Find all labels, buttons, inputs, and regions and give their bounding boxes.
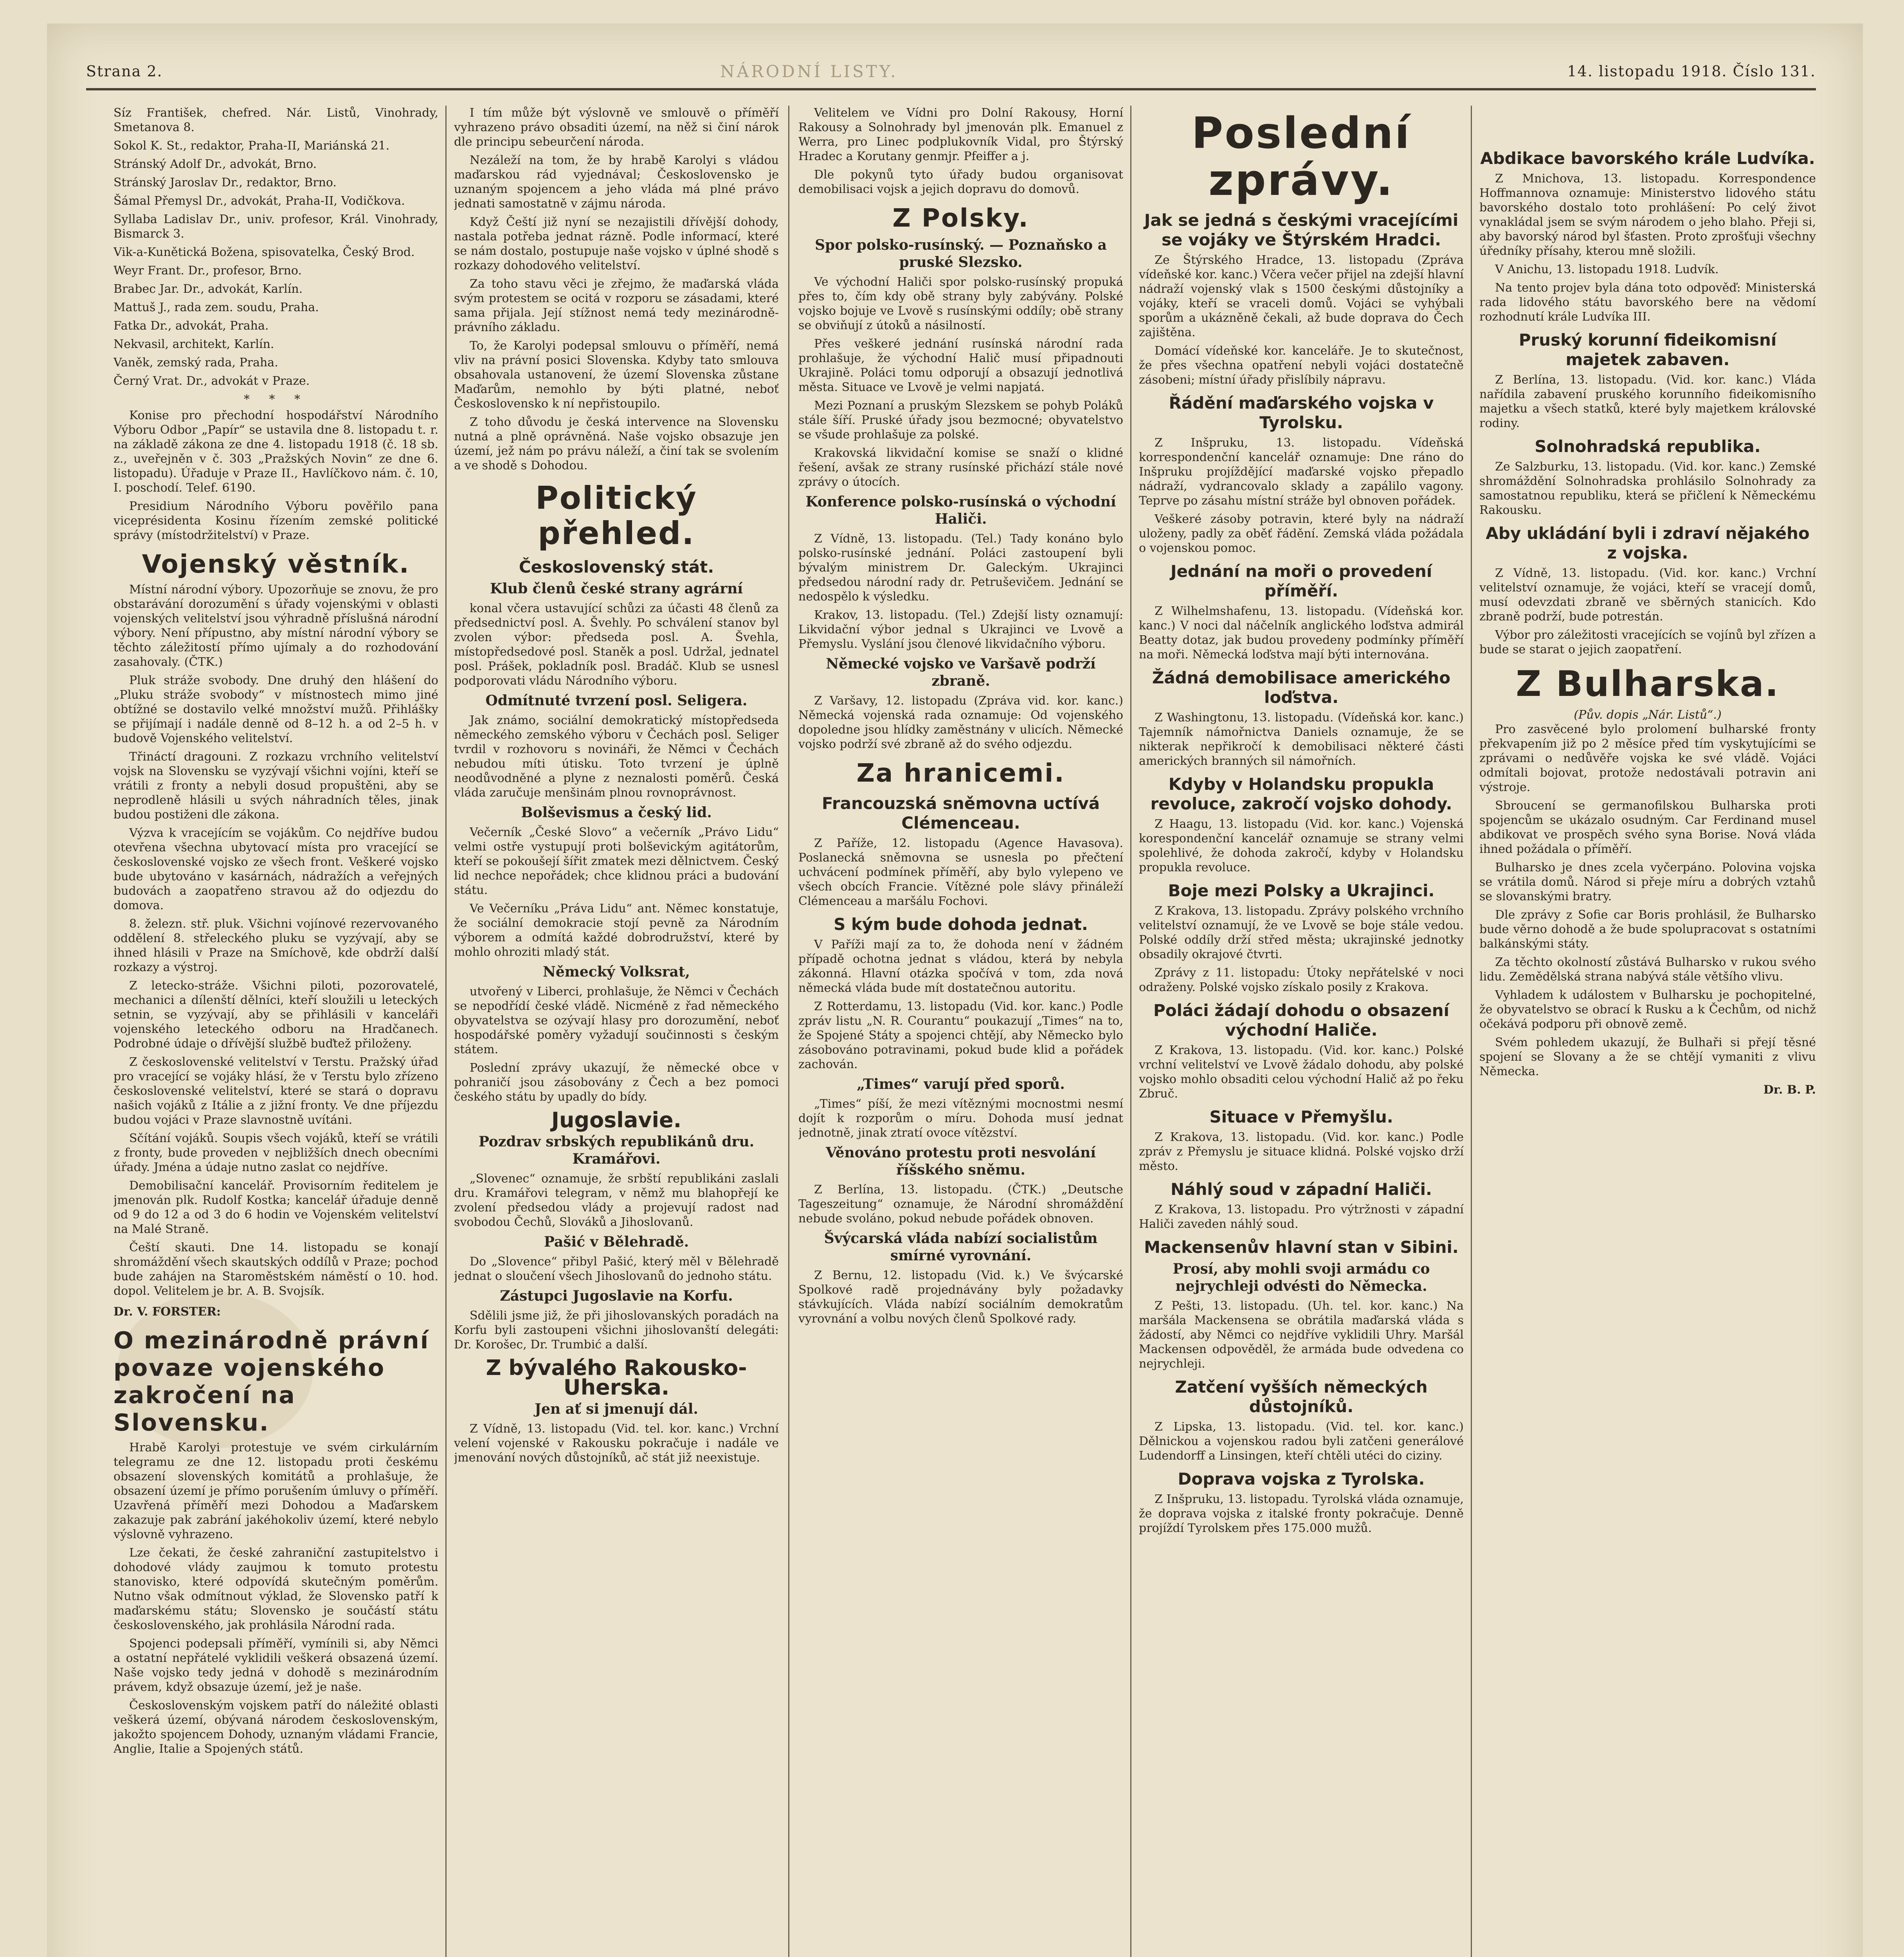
article-signature: Dr. B. P. [1763, 1083, 1816, 1097]
article-headline: Zástupci Jugoslavie na Korfu. [500, 1288, 733, 1304]
article-paragraph: Z Paříže, 12. listopadu (Agence Havasova). Poslanecká sněmovna se usnesla po přečtení uchvácení podmínek příměří, aby bylo vylepeno ve všech obcích Francie. Vítězné pole slávy přináleží Clémenceau a maršálu Fochovi. [798, 836, 1123, 908]
header-rule [86, 88, 1816, 90]
article-paragraph: Krakov, 13. listopadu. (Tel.) Zdejší listy oznamují: Likvidační výbor jednal s Ukrajinci ve Lvově a Přemyslu. Vyslání jsou členové likvidačního výboru. [798, 608, 1123, 651]
article-paragraph: Z Krakova, 13. listopadu. (Vid. kor. kanc.) Polské vrchní velitelství ve Lvově žádalo dohodu, aby polské vojsko mohlo obsaditi celou východní Halič až po řeku Zbruč. [1139, 1043, 1464, 1101]
article-paragraph: Z Wilhelmshafenu, 13. listopadu. (Vídeňská kor. kanc.) V noci dal náčelník anglického loďstva admirál Beatty dotaz, jak budou provedeny podmínky příměří na moři. Německá loďstva mají býti internována. [1139, 604, 1464, 661]
article-paragraph: Z Krakova, 13. listopadu. Pro výtržnosti v západní Haliči zaveden náhlý soud. [1139, 1203, 1464, 1231]
article-paragraph: utvořený v Liberci, prohlašuje, že Němci v Čechách se nepodřídí české vládě. Nicméně z řad německého obyvatelstva se ozývají hlasy pro dorozumění, neboť hospodářské poměry vyžadují součinnosti s českým státem. [454, 985, 779, 1056]
column-divider [445, 106, 447, 1957]
article-paragraph: Dle pokynů tyto úřady budou organisovat demobilisaci vojsk a jejich dopravu do domovů. [798, 168, 1123, 196]
section-heading: Vojenský věstník. [142, 550, 410, 579]
article-headline: Kdyby v Holandsku propukla revoluce, zakročí vojsko dohody. [1150, 775, 1452, 813]
list-item: Černý Vrat. Dr., advokát v Praze. [113, 374, 310, 388]
article-paragraph: Vyhladem k událostem v Bulharsku je pochopitelné, že obyvatelstvo se obrací k Rusku a k Čechům, od nichž očekává podporu při obnově země. [1479, 988, 1816, 1031]
article-paragraph: Z Berlína, 13. listopadu. (ČTK.) „Deutsche Tageszeitung“ oznamuje, že Národní shromáždění nebude svoláno, pokud nebude pořádek obnoven. [798, 1183, 1123, 1225]
article-paragraph: Dle zprávy z Sofie car Boris prohlásil, že Bulharsko bude věrno dohodě a že bude spolupracovat s ostatními balkánskými státy. [1479, 908, 1816, 951]
article-paragraph: Konise pro přechodní hospodářství Národního Výboru Odbor „Papír“ se ustavila dne 8. listopadu t. r. na základě zákona ze dne 4. listopadu 1918 (č. 18 sb. z., uveřejněn v č. 303 „Pražských Novin“ ze dne 6. listopadu). Úřaduje v Praze II., Havlíčkovo nám. č. 10, I. poschodí. Telef. 6190. [113, 409, 438, 495]
article-headline: Pašić v Bělehradě. [544, 1234, 689, 1250]
article-paragraph: Na tento projev byla dána toto odpověď: Ministerská rada lidového státu bavorského bere na vědomí rozhodnutí krále Ludvíka III. [1479, 281, 1816, 324]
section-heading: Politický přehled. [535, 480, 697, 551]
article-headline: Aby ukládání byli i zdraví nějakého z vojska. [1486, 524, 1810, 562]
article-paragraph: Krakovská likvidační komise se snaží o klidné řešení, avšak ze strany rusínské přichází stále nové zprávy o útocích. [798, 446, 1123, 489]
article-paragraph: Bulharsko je dnes zcela vyčerpáno. Polovina vojska se vrátila domů. Národ si přeje míru a dobrých vztahů se slovanskými bratry. [1479, 861, 1816, 903]
article-headline: Pozdrav srbských republikánů dru. Kramářovi. [478, 1133, 755, 1167]
article-headline: S kým bude dohoda jednat. [834, 915, 1088, 934]
subsection-heading: Československý stát. [519, 557, 714, 577]
column-5 [1479, 106, 1816, 1957]
list-item: Weyr Frant. Dr., profesor, Brno. [113, 264, 302, 278]
article-paragraph: „Times“ píší, že mezi vítěznými mocnostmi nesmí dojít k rozporům o míru. Dohoda musí jednat jednotně, jinak ztratí ovoce vítězství. [798, 1097, 1123, 1140]
article-paragraph: Z letecko-stráže. Všichni piloti, pozorovatelé, mechanici a dílenští dělníci, kteří sloužili u leteckých setnin, se vyzývají, aby se přihlásili v kanceláři vojenského leteckého odboru na Hradčanech. Podrobné údaje o dřívější službě buďtež přiloženy. [113, 979, 438, 1051]
article-paragraph: To, že Karolyi podepsal smlouvu o příměří, nemá vliv na právní posici Slovenska. Kdyby tato smlouva obsahovala ustanovení, že území Slovenska zůstane Maďarům, nemohlo by býti platné, neboť Československo k ní nepřistoupilo. [454, 339, 779, 411]
article-headline: Konference polsko-rusínská o východní Haliči. [805, 494, 1116, 527]
list-item: Vik-a-Kunětická Božena, spisovatelka, Český Brod. [113, 245, 415, 259]
article-paragraph: Přes veškeré jednání rusínská národní rada prohlašuje, že východní Halič musí připadnouti Ukrajině. Poláci tomu odporují a obsazují jednotlivá města. Situace ve Lvově je velmi napjatá. [798, 337, 1123, 394]
list-item: Mattuš J., rada zem. soudu, Praha. [113, 301, 319, 314]
article-paragraph: Sbroucení se germanofilskou Bulharska proti spojencům se ukázalo osudným. Car Ferdinand musel abdikovat ve prospěch svého syna Borise. Nová vláda ihned požádala o příměří. [1479, 799, 1816, 856]
subsection-heading: Jugoslavie. [551, 1108, 682, 1132]
article-paragraph: Sčítání vojáků. Soupis všech vojáků, kteří se vrátili z fronty, bude proveden v nejbližších dnech obecními úřady. Jména a údaje nutno zaslat co nejdříve. [113, 1132, 438, 1174]
article-paragraph: Výzva k vracejícím se vojákům. Co nejdříve budou otevřena všechna ubytovací místa pro vracející se československé vojsko ze všech front. Veškeré vojsko bude ubytováno v kasárnách, nádražích a veřejných budovách a zaopatřeno stravou až do odjezdu do domova. [113, 826, 438, 912]
article-headline: Klub členů české strany agrární [490, 580, 743, 597]
article-paragraph: V Anichu, 13. listopadu 1918. Ludvík. [1495, 263, 1719, 276]
issue-date: 14. listopadu 1918. Číslo 131. [1567, 63, 1816, 80]
article-headline: Jen ať si jmenují dál. [535, 1401, 698, 1417]
article-paragraph: Velitelem ve Vídni pro Dolní Rakousy, Horní Rakousy a Solnohrady byl jmenován plk. Emanuel z Werra, pro Linec podplukovník Vidal, pro Štýrský Hradec a Korutany genmjr. Pfeiffer a j. [798, 106, 1123, 163]
article-headline: O mezinárodně právní povaze vojenského zakročení na Slovensku. [113, 1327, 430, 1436]
article-paragraph: Veškeré zásoby potravin, které byly na nádraží uloženy, padly za oběť řádění. Zemská vláda požádala o vojenskou pomoc. [1139, 512, 1464, 555]
article-paragraph: Československým vojskem patří do náležité oblasti veškerá území, obývaná národem československým, jakožto spojencem Dohody, uznaným vládami Francie, Anglie, Italie a Spojených států. [113, 1699, 438, 1756]
separator-stars: * * * [243, 393, 308, 406]
article-paragraph: 8. železn. stř. pluk. Všichni vojínové rezervovaného oddělení 8. střeleckého pluku se vyzývají, aby se ihned hlásili v Praze na Smíchově, kde obdrží další rozkazy a výstroj. [113, 917, 438, 974]
article-paragraph: Z Berlína, 13. listopadu. (Vid. kor. kanc.) Vláda nařídila zabavení pruského korunního fideikomisního majetku a všech statků, které byly majetkem královské rodiny. [1479, 373, 1816, 430]
article-paragraph: Z Krakova, 13. listopadu. Zprávy polského vrchního velitelství oznamují, že ve Lvově se boje stále vedou. Polské oddíly drží střed města; ukrajinské jednotky obsadily okrajové čtvrti. [1139, 904, 1464, 961]
list-item: Fatka Dr., advokát, Praha. [113, 319, 269, 333]
article-paragraph: Domácí vídeňské kor. kanceláře. Je to skutečnost, že přes všechna opatření nebyli vojáci dostatečně zásobeni; místní úřady přislíbily nápravu. [1139, 344, 1464, 387]
article-paragraph: Lze čekati, že české zahraniční zastupitelstvo i dohodové vlády zaujmou k tomuto protestu stanovisko, které odpovídá skutečným poměrům. Nutno však odmítnout výklad, že Slovensko patří k maďarskému státu; Slovensko je součástí státu československého, jak prohlásila Národní rada. [113, 1546, 438, 1632]
article-headline: Jednání na moři o provedení příměří. [1170, 562, 1432, 600]
list-item: Síz František, chefred. Nár. Listů, Vinohrady, Smetanova 8. [113, 106, 438, 134]
article-paragraph: Za toho stavu věci je zřejmo, že maďarská vláda svým protestem se ocitá v rozporu se zásadami, které sama přijala. Její stížnost nemá tedy mezinárodně-právního základu. [454, 277, 779, 334]
article-paragraph: Ve východní Haliči spor polsko-rusínský propuká přes to, čím kdy obě strany byly zabývány. Polské vojsko bojuje ve Lvově s rusínskými oddíly; obě strany se obviňují z útoků a násilností. [798, 275, 1123, 332]
article-paragraph: Nezáleží na tom, že by hrabě Karolyi s vládou maďarskou rád vyjednával; Československo je uznaným spojencem a jeho vláda má plné právo jednati samostatně v zájmu národa. [454, 153, 779, 211]
article-headline: Německé vojsko ve Varšavě podrží zbraně. [826, 656, 1096, 689]
article-paragraph: Z Vídně, 13. listopadu. (Vid. kor. kanc.) Vrchní velitelství oznamuje, že vojáci, kteří se vracejí domů, musí odevzdati zbraně ve sběrných stanicích. Kdo zbraně podrží, bude potrestán. [1479, 566, 1816, 624]
article-paragraph: Z československé velitelství v Terstu. Pražský úřad pro vracející se vojáky hlásí, že v Terstu bylo zřízeno československé velitelství, které se stará o dopravu našich vojáků z Itálie a z jižní fronty. Ve dne příjezdu budou vojáci v Praze slavnostně uvítáni. [113, 1055, 438, 1127]
article-headline: Mackensenův hlavní stan v Sibini. [1144, 1238, 1459, 1257]
article-paragraph: Z Haagu, 13. listopadu (Vid. kor. kanc.) Vojenská korespondenční kancelář oznamuje se strany velmi spolehlivé, že dohoda zakročí, kdyby v Holandsku propukla revoluce. [1139, 817, 1464, 874]
article-subheadline: Prosí, aby mohli svoji armádu co nejrychleji odvésti do Německa. [1173, 1261, 1430, 1294]
article-paragraph: Hrabě Karolyi protestuje ve svém cirkulárním telegramu ze dne 12. listopadu proti českému obsazení slovenských komitátů a prohlašuje, že obsazení území je přímo porušením úmluvy o příměří. Uzavřená příměří mezi Dohodou a Maďarskem zakazuje pak zabrání jakéhokoliv území, které nebylo výslovně vyhrazeno. [113, 1441, 438, 1541]
article-paragraph: I tím může být výslovně ve smlouvě o příměří vyhrazeno právo obsaditi území, na něž si činí nárok dle principu sebeurčení národa. [454, 106, 779, 149]
article-paragraph: Ve Večerníku „Práva Lidu“ ant. Němec konstatuje, že sociální demokracie stojí pevně za Národním výborem a odmítá každé dobrodružství, které by mohlo ohroziti mladý stát. [454, 902, 779, 959]
article-paragraph: Z Inšpruku, 13. listopadu. Tyrolská vláda oznamuje, že doprava vojska z italské fronty pokračuje. Denně projíždí Tyrolskem přes 175.000 mužů. [1139, 1492, 1464, 1535]
article-headline: Zatčení vyšších německých důstojníků. [1175, 1377, 1428, 1416]
article-author: Dr. V. FORSTER: [113, 1305, 221, 1319]
article-paragraph: Z Vídně, 13. listopadu. (Tel.) Tady konáno bylo polsko-rusínské jednání. Poláci zastoupení byli bývalým ministrem Dr. Galeckým. Ukrajinci předsedou národní rady dr. Petruševičem. Jednání se nedospělo k výsledku. [798, 532, 1123, 604]
list-item: Šámal Přemysl Dr., advokát, Praha-II, Vodičkova. [113, 194, 405, 208]
newspaper-title: NÁRODNÍ LISTY. [720, 62, 898, 81]
article-headline: Situace v Přemyšlu. [1209, 1107, 1393, 1126]
delegate-list [113, 106, 438, 388]
article-headline: Švýcarská vláda nabízí socialistům smírné vyrovnání. [824, 1230, 1098, 1264]
article-headline: Věnováno protestu proti nesvolání říšského sněmu. [825, 1144, 1096, 1178]
article-headline: Doprava vojska z Tyrolska. [1178, 1469, 1425, 1488]
article-paragraph: Za těchto okolností zůstává Bulharsko v rukou svého lidu. Zemědělská strana nabývá stále většího vlivu. [1479, 955, 1816, 984]
column-divider [1130, 106, 1131, 1957]
article-headline: Žádná demobilisace amerického loďstva. [1152, 668, 1451, 707]
list-item: Syllaba Ladislav Dr., univ. profesor, Král. Vinohrady, Bismarck 3. [113, 213, 438, 241]
article-paragraph: Z Bernu, 12. listopadu (Vid. k.) Ve švýcarské Spolkové radě projednávány byly požadavky stávkujících. Vláda nabízí sociálním demokratům vyrovnání a volbu nových členů Spolkové rady. [798, 1269, 1123, 1326]
article-headline: Spor polsko-rusínský. — Poznaňsko a pruské Slezsko. [815, 237, 1107, 270]
article-paragraph: Jak známo, sociální demokratický místopředseda německého zemského výboru v Čechách posl. Seliger tvrdil v rozhovoru s novináři, že Němci v Čechách nebudou míti útisku. Toto tvrzení je úplně neodůvodněné a plyne z neznalosti poměrů. Česká vláda zaručuje menšinám plnou rovnoprávnost. [454, 714, 779, 800]
article-headline: Německý Volksrat, [542, 964, 690, 980]
article-headline: Poláci žádají dohodu o obsazení východní Haliče. [1153, 1001, 1450, 1040]
list-item: Nekvasil, architekt, Karlín. [113, 337, 274, 351]
article-paragraph: Z Krakova, 13. listopadu. (Vid. kor. kanc.) Podle zpráv z Přemyslu je situace klidná. Polské vojsko drží město. [1139, 1130, 1464, 1173]
article-headline: Bolševismus a český lid. [521, 804, 712, 821]
article-paragraph: Čeští skauti. Dne 14. listopadu se konají shromáždění všech skautských oddílů v Praze; pochod bude zahájen na Staroměstském náměstí o 10. hod. dopol. Velitelem je br. A. B. Svojsík. [113, 1241, 438, 1298]
article-paragraph: Spojenci podepsali příměří, vymínili si, aby Němci a ostatní nepřátelé vyklidili veškerá obsazená území. Naše vojsko tedy jedná v dohodě s mezinárodním právem, když obsazuje území, jež je naše. [113, 1637, 438, 1694]
article-paragraph: Z Rotterdamu, 13. listopadu (Vid. kor. kanc.) Podle zpráv listu „N. R. Courantu“ poukazují „Times“ na to, že Spojené Státy a spojenci chtějí, aby Německo bylo zásobováno potravinami, pokud bude klid a pořádek zachován. [798, 1000, 1123, 1071]
article-paragraph: Svém pohledem ukazují, že Bulhaři si přejí těsné spojení se Slovany a že se chtějí vymaniti z vlivu Německa. [1479, 1036, 1816, 1078]
list-item: Stránský Jaroslav Dr., redaktor, Brno. [113, 176, 337, 189]
article-paragraph: Ze Štýrského Hradce, 13. listopadu (Zpráva vídeňské kor. kanc.) Včera večer přijel na zdejší hlavní nádraží vojenský vlak s 1500 českými důstojníky a vojáky, kteří se vraceli domů. Vojáci se vyhýbali sporům a ukázněně čekali, až bude doprava do Čech zajištěna. [1139, 253, 1464, 339]
article-headline: Náhlý soud v západní Haliči. [1171, 1180, 1432, 1199]
article-headline: Francouzská sněmovna uctívá Clémenceau. [821, 794, 1100, 833]
list-item: Vaněk, zemský rada, Praha. [113, 356, 278, 369]
article-paragraph: Pluk stráže svobody. Dne druhý den hlášení do „Pluku stráže svobody“ v místnostech mimo jiné obtížné se dostavilo velké množství mužů. Přihlášky se přijímají i nadále denně od 8–12 h. a od 2–5 h. v budově Vojenského velitelství. [113, 674, 438, 745]
article-paragraph: Presidium Národního Výboru pověřilo pana viceprésidenta Kosinu řízením zemské politické správy (místodržitelství) v Praze. [113, 499, 438, 542]
article-headline: Řádění maďarského vojska v Tyrolsku. [1169, 393, 1434, 432]
article-paragraph: Z Varšavy, 12. listopadu (Zpráva vid. kor. kanc.) Německá vojenská rada oznamuje: Od vojenského dopoledne jsou hlídky zaměstnány v ulicích. Německé vojsko podrží své zbraně až do svého odjezdu. [798, 694, 1123, 751]
list-item: Sokol K. St., redaktor, Praha-II, Mariánská 21. [113, 139, 390, 153]
column-2 [454, 106, 779, 1957]
article-headline: Pruský korunní fideikomisní majetek zabaven. [1519, 330, 1777, 369]
article-paragraph: Z Vídně, 13. listopadu (Vid. tel. kor. kanc.) Vrchní velení vojenské v Rakousku pokračuje i nadále ve jmenování nových důstojníků, ač stát již neexistuje. [454, 1422, 779, 1465]
article-headline: Solnohradská republika. [1535, 437, 1761, 456]
page-header [86, 59, 1816, 86]
article-headline: „Times“ varují před sporů. [857, 1076, 1065, 1092]
article-headline: Jak se jedná s českými vracejícími se vojáky ve Štýrském Hradci. [1144, 211, 1459, 249]
article-paragraph: Zprávy z 11. listopadu: Útoky nepřátelské v noci odraženy. Polské vojsko získalo posily z Krakova. [1139, 966, 1464, 994]
article-paragraph: Z toho důvodu je česká intervence na Slovensku nutná a plně oprávněná. Naše vojsko obsazuje jen území, jež nám po právu náleží, a činí tak se svolením a ve shodě s Dohodou. [454, 415, 779, 472]
article-paragraph: Ze Salzburku, 13. listopadu. (Vid. kor. kanc.) Zemské shromáždění Solnohradska prohlásilo Solnohrady za samostatnou republiku, která se přičlení k Německému Rakousku. [1479, 460, 1816, 517]
column-divider [1471, 106, 1472, 1957]
list-item: Brabec Jar. Dr., advokát, Karlín. [113, 282, 303, 296]
source-note: (Pův. dopis „Nár. Listů“.) [1574, 708, 1722, 722]
article-paragraph: Mezi Poznaní a pruským Slezskem se pohyb Poláků stále šíří. Pruské úřady jsou bezmocné; obyvatelstvo se všude prohlašuje za polské. [798, 399, 1123, 441]
article-headline: Abdikace bavorského krále Ludvíka. [1480, 149, 1815, 168]
article-paragraph: Když Čeští již nyní se nezajistili dřívější dohody, nastala potřeba jednat rázně. Podle informací, které se nám dostalo, postupuje naše vojsko v úplné shodě s rozkazy dohodového velitelství. [454, 215, 779, 272]
article-paragraph: konal včera ustavující schůzi za účasti 48 členů za předsednictví posl. A. Švehly. Po schválení stanov byl zvolen výbor: předseda posl. A. Švehla, místopředsedové posl. Staněk a posl. Udržal, jednatel posl. Prášek, pokladník posl. Bradáč. Klub se usnesl podporovati vládu Národního výboru. [454, 602, 779, 688]
article-paragraph: Poslední zprávy ukazují, že německé obce v pohraničí jsou zásobovány z Čech a bez pomoci českého státu by upadly do bídy. [454, 1061, 779, 1104]
article-paragraph: Večerník „České Slovo“ a večerník „Právo Lidu“ velmi ostře vystupují proti bolševickým agitátorům, kteří se pokoušejí šířit zmatek mezi dělnictvem. Český lid nechce nepořádek; chce klidnou práci a budování státu. [454, 825, 779, 897]
section-heading-latest-news: Poslední zprávy. [1191, 108, 1411, 205]
section-heading: Z Bulharska. [1516, 663, 1780, 705]
article-paragraph: Pro zasvěcené bylo prolomení bulharské fronty překvapením již po 2 měsíce před tím vyskytujícími se zprávami o nedůvěře vojska ke své vládě. Vojáci odmítali bojovat, protože nedostávali potravin ani výstroje. [1479, 723, 1816, 794]
section-heading: Z Polsky. [892, 204, 1029, 233]
page-number: Strana 2. [86, 63, 163, 80]
article-paragraph: Z Washingtonu, 13. listopadu. (Vídeňská kor. kanc.) Tajemník námořnictva Daniels oznamuje, že se nikterak nepřikročí k demobilisaci některé části amerických branných sil námořních. [1139, 711, 1464, 768]
section-heading: Za hranicemi. [856, 759, 1065, 788]
article-paragraph: Místní národní výbory. Upozorňuje se znovu, že pro obstarávání dorozumění s úřady vojenskými v oblasti vojenských velitelství jsou výhradně příslušná národní výbory. Není přípustno, aby místní národní výbory se těchto záležitostí přímo ujímaly a do rozhodování zasahovaly. (ČTK.) [113, 583, 438, 669]
article-paragraph: Výbor pro záležitosti vracejících se vojínů byl zřízen a bude se starat o jejich zaopatření. [1479, 628, 1816, 656]
column-1 [113, 106, 438, 1957]
article-headline: Boje mezi Polsky a Ukrajinci. [1168, 881, 1435, 900]
article-paragraph: V Paříži mají za to, že dohoda není v žádném případě ochotna jednat s vládou, která by nebyla zákonná. Hlavní otázka spočívá v tom, zda nová německá vláda bude mít dostatečnou autoritu. [798, 938, 1123, 995]
article-paragraph: Z Lipska, 13. listopadu. (Vid. tel. kor. kanc.) Dělnickou a vojenskou radou byli zatčeni generálové Ludendorff a Linsingen, kteří chtěli utéci do ciziny. [1139, 1420, 1464, 1463]
article-paragraph: Z Inšpruku, 13. listopadu. Vídeňská korrespondenční kancelář oznamuje: Dne ráno do Inšpruku projíždějící maďarské vojsko přepadlo nádraží, vydrancovalo sklady a zapálilo vagony. Teprve po zásahu místní stráže byl obnoven pořádek. [1139, 436, 1464, 508]
column-4 [1139, 106, 1464, 1957]
article-paragraph: Demobilisační kancelář. Provisorním ředitelem je jmenován plk. Rudolf Kostka; kancelář úřaduje denně od 9 do 12 a od 3 do 6 hodin ve Vojenském velitelství na Malé Straně. [113, 1179, 438, 1236]
article-paragraph: Do „Slovence“ přibyl Pašić, který měl v Bělehradě jednat o sloučení všech Jihoslovanů do jednoho státu. [454, 1255, 779, 1283]
article-paragraph: Sdělili jsme již, že při jihoslovanských poradách na Korfu byli zastoupeni všichni jihoslovanští delegáti: Dr. Korošec, Dr. Trumbić a další. [454, 1309, 779, 1352]
list-item: Stránský Adolf Dr., advokát, Brno. [113, 157, 317, 171]
article-paragraph: Z Pešti, 13. listopadu. (Uh. tel. kor. kanc.) Na maršála Mackensena se obrátila maďarská vláda s žádostí, aby Němci co nejdříve vyklidili Uhry. Maršál Mackensen odpověděl, že armáda bude odvedena co nejrychleji. [1139, 1299, 1464, 1371]
column-divider [788, 106, 789, 1957]
article-paragraph: Třináctí dragouni. Z rozkazu vrchního velitelství vojsk na Slovensku se vyzývají všichni vojíni, kteří se vrátili z fronty a nebyli dosud propuštěni, aby se neprodleně hlásili u svých náhradních těles, jinak budou postiženi dle zákona. [113, 750, 438, 822]
subsection-heading: Z bývalého Rakousko-Uherska. [486, 1355, 747, 1400]
article-headline: Odmítnuté tvrzení posl. Seligera. [485, 692, 748, 709]
column-3 [798, 106, 1123, 1957]
article-paragraph: „Slovenec“ oznamuje, že srbští republikáni zaslali dru. Kramářovi telegram, v němž mu blahopřejí ke zvolení předsedou vlády a projevují radost nad svobodou Čechů, Slováků a Jihoslovanů. [454, 1172, 779, 1229]
article-paragraph: Z Mnichova, 13. listopadu. Korrespondence Hoffmannova oznamuje: Ministerstvo lidového státu bavorského dostalo toto prohlášení: Po celý život vynakládal jsem se svým národem o jeho blaho. Přeji si, aby bavorský národ byl šťasten. Proto zprošťuji všechny úředníky přísahy, kterou mně složili. [1479, 172, 1816, 258]
